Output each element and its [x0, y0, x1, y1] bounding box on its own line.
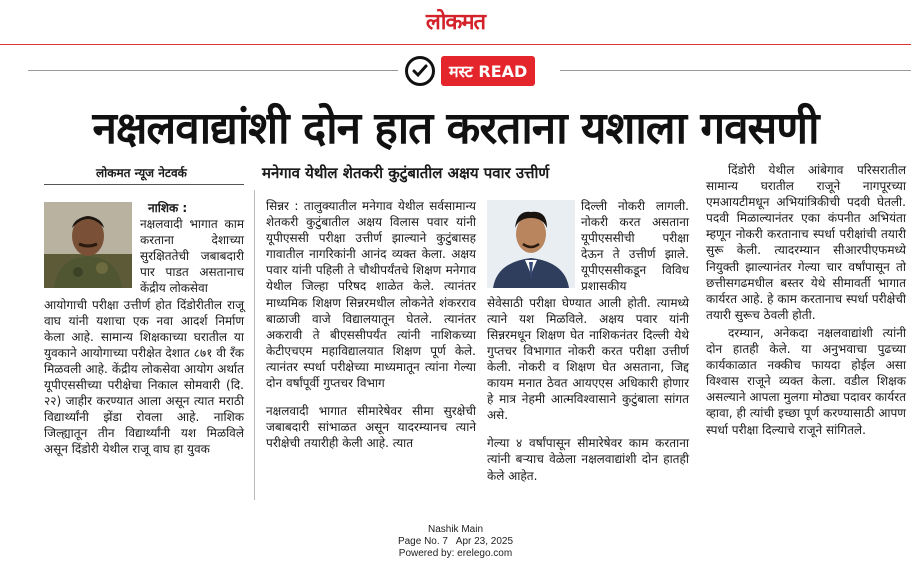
- masthead-divider: [0, 44, 911, 45]
- section-rule-left: [28, 70, 398, 71]
- column-1: [44, 200, 244, 458]
- column-3-intro: दिल्ली नोकरी लागली. नोकरी करत असताना यूपीएससीची परीक्षा देऊन ते उत्तीर्ण झाले. यूपीएससीकडून विविध प्रशासकीय: [581, 199, 689, 294]
- column-2-paragraph-1: सिन्नर : तालुक्यातील मनेगाव येथील सर्वसामान्य शेतकरी कुटुंबातील अक्षय विलास पवार यांनी यूपीएससी परीक्षा उत्तीर्ण झाल्याने कुटुंबासह गावातील नागरिकांनी आनंद व्यक्त केला. अक्षय पवार यांनी पहिली ते चौथीपर्यंतचे शिक्षण मनेगाव येथील जिल्हा परिषद शाळेत केले. त्यानंतर माध्यमिक शिक्षण सिन्नरमधील लोकनेते शंकरराव बाळाजी वाजे विद्यालयातून घेतले. त्यानंतर अकरावी ते बीएससीपर्यंत त्यांनी नाशिकच्या केटीएचएम महाविद्यालयात शिक्षण पूर्ण केले. त्यानंतर स्पर्धा परीक्षेच्या माध्यमातून त्यांना गेल्या दोन वर्षांपूर्वी गुप्तचर विभाग: [266, 199, 476, 391]
- newspaper-logo: लोकमत: [425, 10, 486, 35]
- column-divider: [254, 190, 255, 500]
- powered-by: Powered by: erelego.com: [398, 548, 513, 559]
- must-read-badge: [405, 54, 535, 88]
- column-4-paragraph-1: दिंडोरी येथील आंबेगाव परिसरातील सामान्य घरातील राजूने नागपूरच्या एमआयटीमधून अभियांत्रिकीची पदवी घेतली. पदवी मिळाल्यानंतर एका कंपनीत अभियंता म्हणून नोकरी करतानाच स्पर्धा परीक्षांची तयारी सुरू केली. त्यादरम्यान सीआरपीएफमध्ये नियुक्ती झाल्यानंतर गेल्या चार वर्षांपासून तो छत्तीसगढमधील बस्तर येथे सीमावर्ती भागात कार्यरत आहे. हे काम करतानाच स्पर्धा परीक्षेची तयारी सुरूच ठेवली होती.: [706, 163, 906, 322]
- column-3-body: सेवेसाठी परीक्षा घेण्यात आली होती. त्यामध्ये त्याने यश मिळविले. अक्षय पवार यांनी सिन्नरमधून शिक्षण घेत नाशिकनंतर दिल्ली येथे गुप्तचर विभागात नोकरी करत परीक्षा उत्तीर्ण केली. नोकरी व शिक्षण घेत असताना, जिद्द कायम मनात ठेवत आयएएस अधिकारी होणार हे मात्र नेहमी आत्मविश्वासाने कुटुंबाला सांगत असे.: [487, 295, 689, 423]
- column-1-intro: नक्षलवादी भागात काम करताना देशाच्या सुरक्षिततेची जबाबदारी पार पाडत असतानाच केंद्रीय लोकसेवा: [140, 217, 244, 296]
- column-3: [487, 198, 689, 484]
- byline: लोकमत न्यूज नेटवर्क: [96, 166, 187, 180]
- section-rule-right: [560, 70, 911, 71]
- column-1-body: आयोगाची परीक्षा उत्तीर्ण होत दिंडोरीतील राजू वाघ यांनी यशाचा एक नवा आदर्श निर्माण केला आहे. सामान्य शिक्षकाच्या घरातील या युवकाने आयोगाच्या परीक्षेत देशात ८७१ वी रँक मिळवली आहे. केंद्रीय लोकसेवा आयोग अर्थात यूपीएससीच्या परीक्षेचा निकाल सोमवारी (दि. २२) जाहीर करण्यात आला असून त्यात मराठी विद्यार्थ्यांनी झेंडा रोवला आहे. नाशिक जिल्ह्यातून तीन विद्यार्थ्यांनी यश मिळविले असून दिंडोरी येथील राजू वाघ हा युवक: [44, 297, 244, 457]
- dateline: नाशिक :: [148, 201, 188, 215]
- must-read-label: मस्ट READ: [441, 56, 535, 86]
- page-number-date: Page No. 7 Apr 23, 2025: [397, 536, 514, 547]
- column-2-paragraph-2: नक्षलवादी भागात सीमारेषेवर सीमा सुरक्षेची जबाबदारी सांभाळत असून यादरम्यानच त्याने परीक्षेची तयारीही केली आहे. त्यात: [266, 404, 476, 451]
- checkmark-icon: [405, 56, 435, 86]
- edition-name: Nashik Main: [427, 524, 484, 535]
- column-4: [706, 162, 906, 438]
- headline: नक्षलवाद्यांशी दोन हात करताना यशाला गवसणी: [92, 103, 819, 154]
- masthead: [0, 0, 911, 44]
- byline-rule: [44, 184, 244, 185]
- column-4-paragraph-2: दरम्यान, अनेकदा नक्षलवाद्यांशी त्यांनी दोन हातही केले. या अनुभवाचा पुढच्या कार्यकाळात नक्कीच फायदा होईल असा विश्वास राजूने व्यक्त केला. वडील शिक्षक असल्याने आपला मुलगा मोठ्या पदावर कार्यरत व्हावा, ही त्यांची इच्छा पूर्ण करण्यासाठी आपण स्पर्धा परीक्षा दिल्याचे राजूने सांगितले.: [706, 325, 906, 437]
- column-3-paragraph-2: गेल्या ४ वर्षांपासून सीमारेषेवर काम करताना त्यांनी बऱ्याच वेळेला नक्षलवाद्यांशी दोन हातही केले आहेत.: [487, 436, 689, 483]
- column-2: [266, 198, 476, 451]
- page-footer: [0, 524, 911, 560]
- subheadline: मनेगाव येथील शेतकरी कुटुंबातील अक्षय पवार उत्तीर्ण: [262, 164, 550, 182]
